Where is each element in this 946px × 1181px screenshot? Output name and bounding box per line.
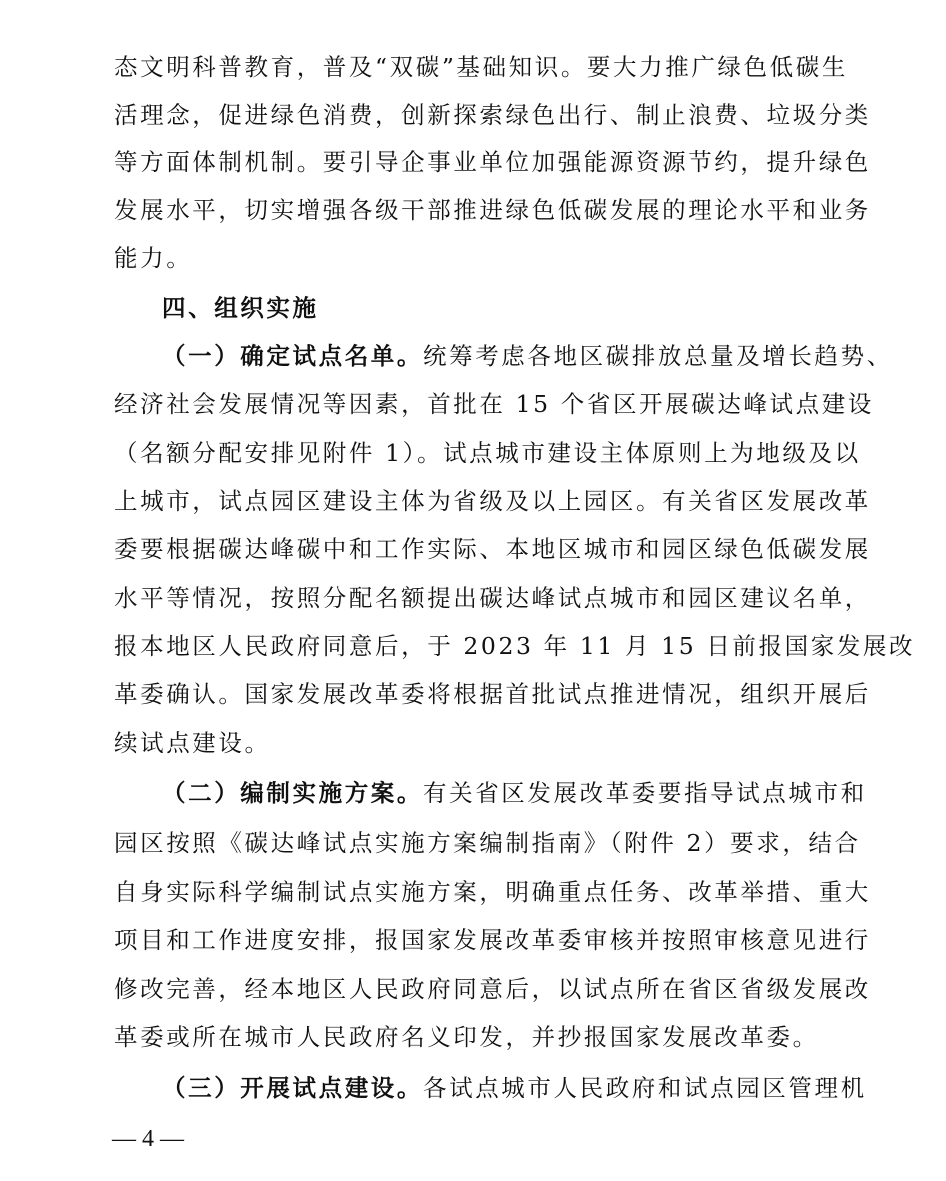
subsection-line bbox=[162, 776, 867, 810]
paragraph-line: （名额分配安排见附件 1）。试点城市建设主体原则上为地级及以 bbox=[114, 439, 861, 467]
paragraph-line: 园区按照《碳达峰试点实施方案编制指南》（附件 2）要求，结合 bbox=[114, 829, 861, 857]
subsection-heading: （一）确定试点名单。 bbox=[162, 342, 423, 370]
paragraph-line: 革委或所在城市人民政府名义印发，并抄报国家发展改革委。 bbox=[114, 1023, 819, 1051]
subsection-heading: （三）开展试点建设。 bbox=[162, 1074, 423, 1102]
subsection-heading: （二）编制实施方案。 bbox=[162, 779, 423, 807]
paragraph-line: 革委确认。国家发展改革委将根据首批试点推进情况，组织开展后 bbox=[114, 680, 871, 708]
subsection-text: 各试点城市人民政府和试点园区管理机 bbox=[423, 1074, 867, 1102]
subsection-line bbox=[162, 1071, 867, 1105]
paragraph-line: 发展水平，切实增强各级干部推进绿色低碳发展的理论水平和业务 bbox=[114, 196, 871, 224]
page-number: — 4 — bbox=[112, 1126, 184, 1152]
paragraph-line: 等方面体制机制。要引导企事业单位加强能源资源节约，提升绿色 bbox=[114, 148, 871, 176]
subsection-line bbox=[162, 339, 893, 373]
subsection-text: 统筹考虑各地区碳排放总量及增长趋势、 bbox=[423, 342, 893, 370]
paragraph-line: 态文明科普教育，普及“双碳”基础知识。要大力推广绿色低碳生 bbox=[114, 53, 848, 81]
paragraph-line: 上城市，试点园区建设主体为省级及以上园区。有关省区发展改革 bbox=[114, 487, 871, 515]
paragraph-line: 自身实际科学编制试点实施方案，明确重点任务、改革举措、重大 bbox=[114, 878, 871, 906]
paragraph-line: 能力。 bbox=[114, 244, 193, 272]
section-heading: 四、组织实施 bbox=[162, 294, 319, 322]
paragraph-line: 经济社会发展情况等因素，首批在 15 个省区开展碳达峰试点建设 bbox=[114, 390, 874, 418]
paragraph-line: 修改完善，经本地区人民政府同意后，以试点所在省区省级发展改 bbox=[114, 975, 871, 1003]
subsection-text: 有关省区发展改革委要指导试点城市和 bbox=[423, 779, 867, 807]
paragraph-line: 活理念，促进绿色消费，创新探索绿色出行、制止浪费、垃圾分类 bbox=[114, 101, 871, 129]
paragraph-line: 项目和工作进度安排，报国家发展改革委审核并按照审核意见进行 bbox=[114, 926, 871, 954]
paragraph-line: 续试点建设。 bbox=[114, 729, 271, 757]
paragraph-line: 水平等情况，按照分配名额提出碳达峰试点城市和园区建议名单， bbox=[114, 584, 871, 612]
paragraph-line: 报本地区人民政府同意后，于 2023 年 11 月 15 日前报国家发展改 bbox=[114, 632, 916, 660]
paragraph-line: 委要根据碳达峰碳中和工作实际、本地区城市和园区绿色低碳发展 bbox=[114, 535, 871, 563]
